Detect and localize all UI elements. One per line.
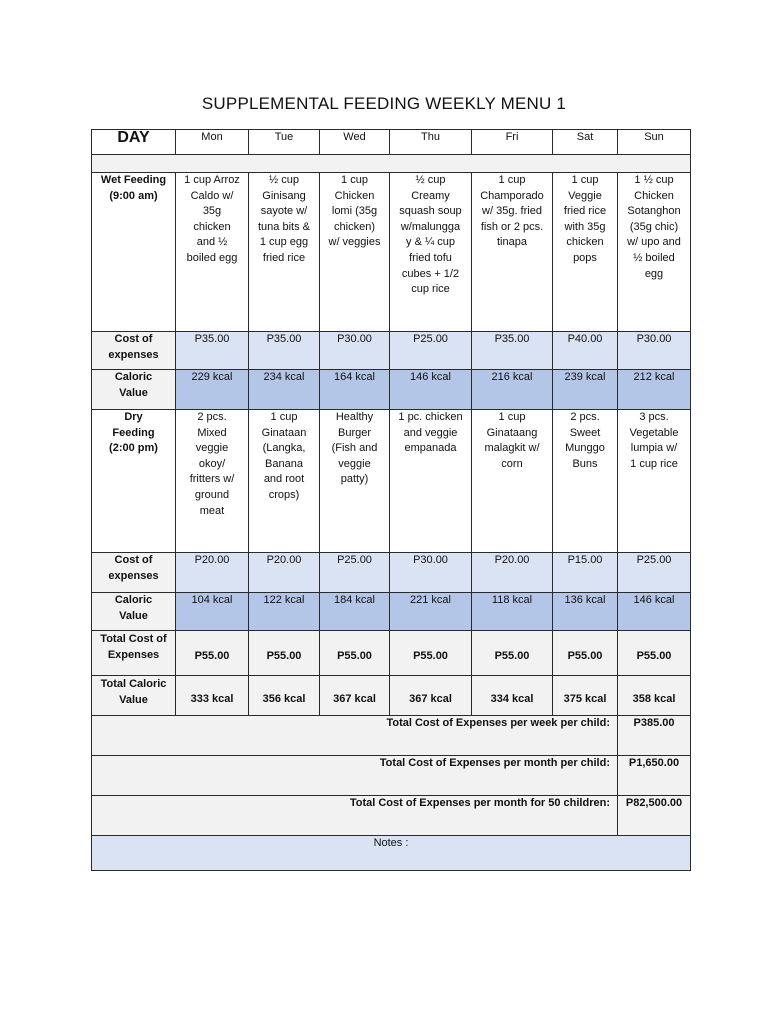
wet-meal-wed (320, 173, 390, 332)
total-calorie-thu: 367 kcal (390, 676, 472, 716)
meal-line: Creamy (411, 189, 450, 202)
wet-meal-mon (176, 173, 249, 332)
meal-line: 1 pc. chicken (398, 411, 463, 423)
wet-cost-tue: P35.00 (249, 332, 320, 370)
total-calorie-row (92, 676, 691, 716)
day-header-mon: Mon (176, 130, 249, 155)
meal-line: (Fish and (331, 442, 378, 455)
meal-line: veggie (338, 457, 371, 470)
wet-cost-sat: P40.00 (553, 332, 618, 370)
meal-line: w/ veggies (328, 236, 381, 249)
meal-line: 35g (202, 205, 222, 218)
total-calorie-tue: 356 kcal (249, 676, 320, 716)
header-row (92, 130, 691, 155)
summary-row-week (92, 716, 691, 756)
summary-value-month-50: P82,500.00 (618, 796, 691, 836)
total-cost-fri: P55.00 (472, 631, 553, 676)
dry-cost-label: Cost of expenses (92, 553, 176, 593)
meal-line: chicken (566, 236, 604, 249)
weekly-menu-table (91, 129, 691, 871)
wet-cost-mon: P35.00 (176, 332, 249, 370)
dry-calorie-sat: 136 kcal (553, 593, 618, 631)
meal-line: meat (199, 504, 225, 517)
summary-row-month-50 (92, 796, 691, 836)
meal-line: 1 cup (571, 174, 599, 186)
dry-cost-sat: P15.00 (553, 553, 618, 593)
notes-row (92, 836, 691, 871)
dry-meal-wed (320, 410, 390, 553)
meal-line: Vegetable (629, 426, 679, 439)
total-cost-wed: P55.00 (320, 631, 390, 676)
dry-cost-fri: P20.00 (472, 553, 553, 593)
meal-line: lomi (35g (331, 205, 378, 218)
dry-meal-mon (176, 410, 249, 553)
wet-calorie-sat: 239 kcal (553, 370, 618, 410)
meal-line: squash soup (399, 205, 462, 218)
meal-line: lumpia w/ (630, 442, 678, 455)
meal-line: cubes + 1/2 (401, 267, 460, 280)
dry-calorie-wed: 184 kcal (320, 593, 390, 631)
meal-line: chicken) (334, 220, 375, 233)
meal-line: w/ upo and (627, 236, 681, 249)
meal-line: w/malungga (400, 220, 461, 233)
meal-line: okoy/ (198, 457, 226, 470)
meal-line: Sotanghon (627, 205, 681, 218)
total-calorie-sun: 358 kcal (618, 676, 691, 716)
wet-calorie-thu: 146 kcal (390, 370, 472, 410)
dry-cost-mon: P20.00 (176, 553, 249, 593)
day-header-sat: Sat (553, 130, 618, 155)
wet-calorie-mon: 229 kcal (176, 370, 249, 410)
total-cost-tue: P55.00 (249, 631, 320, 676)
meal-line: ½ cup (269, 174, 299, 186)
meal-line: fried tofu (409, 251, 452, 264)
meal-line: egg (644, 267, 664, 280)
meal-line: Ginataang (486, 426, 538, 439)
dry-cost-row (92, 553, 691, 593)
meal-line: ground (194, 488, 230, 501)
meal-line: fried rice (563, 205, 607, 218)
dry-feeding-label: Dry Feeding (2:00 pm) (92, 410, 176, 553)
meal-line: and root (263, 473, 305, 486)
summary-value-month: P1,650.00 (618, 756, 691, 796)
meal-line: ½ cup (415, 174, 446, 186)
meal-line: Ginisang (262, 189, 306, 202)
meal-line: 2 pcs. (197, 411, 227, 423)
day-header-wed: Wed (320, 130, 390, 155)
meal-line: sayote w/ (260, 205, 308, 218)
summary-value-week: P385.00 (618, 716, 691, 756)
dry-calorie-sun: 146 kcal (618, 593, 691, 631)
meal-line: 3 pcs. (639, 411, 669, 423)
meal-line: Munggo (565, 442, 605, 455)
meal-line: 1 cup Arroz (184, 174, 240, 186)
wet-cost-thu: P25.00 (390, 332, 472, 370)
meal-line: (35g chic) (629, 220, 679, 233)
wet-feeding-row (92, 173, 691, 332)
wet-cost-fri: P35.00 (472, 332, 553, 370)
dry-calorie-row (92, 593, 691, 631)
dry-feeding-row (92, 410, 691, 553)
meal-line: fritters w/ (189, 473, 235, 486)
dry-meal-sun (618, 410, 691, 553)
dry-calorie-tue: 122 kcal (249, 593, 320, 631)
meal-line: pops (573, 251, 597, 264)
meal-line: 1 cup egg (259, 236, 309, 249)
dry-cost-thu: P30.00 (390, 553, 472, 593)
wet-meal-sat (553, 173, 618, 332)
meal-line: Chicken (334, 189, 375, 202)
day-header-sun: Sun (618, 130, 691, 155)
wet-feeding-label: Wet Feeding (9:00 am) (92, 173, 176, 332)
wet-meal-tue (249, 173, 320, 332)
wet-calorie-row (92, 370, 691, 410)
meal-line: Veggie (568, 189, 602, 202)
dry-meal-thu (390, 410, 472, 553)
dry-cost-tue: P20.00 (249, 553, 320, 593)
wet-calorie-wed: 164 kcal (320, 370, 390, 410)
dry-meal-fri (472, 410, 553, 553)
day-header-tue: Tue (249, 130, 320, 155)
summary-label-week: Total Cost of Expenses per week per child: (92, 716, 618, 756)
meal-line: corn (501, 457, 523, 470)
meal-line: Ginataan (261, 426, 307, 439)
dry-meal-sat (553, 410, 618, 553)
summary-label-month-50: Total Cost of Expenses per month for 50 children: (92, 796, 618, 836)
meal-line: 2 pcs. (570, 411, 600, 423)
total-cost-mon: P55.00 (176, 631, 249, 676)
wet-cost-wed: P30.00 (320, 332, 390, 370)
meal-line: 1 cup (270, 411, 298, 423)
meal-line: 1 cup (498, 411, 526, 423)
wet-calorie-sun: 212 kcal (618, 370, 691, 410)
meal-line: tuna bits & (258, 220, 310, 233)
dry-meal-tue (249, 410, 320, 553)
meal-line: chicken (193, 220, 231, 233)
meal-line: y & ¼ cup (406, 236, 455, 249)
day-header-fri: Fri (472, 130, 553, 155)
meal-line: Chicken (634, 189, 674, 202)
meal-line: Mixed (197, 426, 227, 439)
total-calorie-sat: 375 kcal (553, 676, 618, 716)
dry-calorie-label: Caloric Value (92, 593, 176, 631)
meal-line: fried rice (262, 251, 306, 264)
summary-row-month (92, 756, 691, 796)
wet-cost-label: Cost of expenses (92, 332, 176, 370)
dry-calorie-fri: 118 kcal (472, 593, 553, 631)
total-calorie-fri: 334 kcal (472, 676, 553, 716)
meal-line: and ½ (196, 236, 228, 249)
wet-cost-sun: P30.00 (618, 332, 691, 370)
total-cost-thu: P55.00 (390, 631, 472, 676)
meal-line: 1 cup (341, 174, 368, 186)
meal-line: Healthy (335, 411, 374, 423)
meal-line: boiled egg (186, 251, 238, 264)
meal-line: cup rice (411, 283, 450, 296)
meal-line: w/ 35g. fried (482, 205, 542, 218)
meal-line: crops) (268, 488, 300, 501)
spacer-row (92, 155, 691, 173)
wet-calorie-tue: 234 kcal (249, 370, 320, 410)
dry-calorie-thu: 221 kcal (390, 593, 472, 631)
meal-line: Sweet (569, 426, 601, 439)
notes-label: Notes : (92, 836, 691, 871)
wet-calorie-label: Caloric Value (92, 370, 176, 410)
day-header-thu: Thu (390, 130, 472, 155)
meal-line: 1 ½ cup (634, 174, 674, 186)
summary-label-month: Total Cost of Expenses per month per child: (92, 756, 618, 796)
meal-line: tinapa (497, 236, 527, 249)
total-calorie-mon: 333 kcal (176, 676, 249, 716)
total-cost-sat: P55.00 (553, 631, 618, 676)
meal-line: Caldo w/ (190, 189, 234, 202)
wet-calorie-fri: 216 kcal (472, 370, 553, 410)
total-cost-row (92, 631, 691, 676)
total-cost-sun: P55.00 (618, 631, 691, 676)
meal-line: fish or 2 pcs. (480, 220, 544, 233)
meal-line: and veggie (403, 426, 458, 439)
total-cost-label: Total Cost of Expenses (92, 631, 176, 676)
meal-line: empanada (404, 442, 457, 455)
wet-cost-row (92, 332, 691, 370)
meal-line: Buns (572, 457, 598, 470)
total-calorie-label: Total Caloric Value (92, 676, 176, 716)
total-calorie-wed: 367 kcal (320, 676, 390, 716)
dry-calorie-mon: 104 kcal (176, 593, 249, 631)
dry-cost-sun: P25.00 (618, 553, 691, 593)
meal-line: Champorado (480, 189, 544, 202)
wet-meal-thu (390, 173, 472, 332)
meal-line: with 35g (564, 220, 606, 233)
meal-line: 1 cup (498, 174, 526, 186)
day-header: DAY (92, 130, 176, 155)
dry-cost-wed: P25.00 (320, 553, 390, 593)
meal-line: veggie (195, 442, 229, 455)
wet-meal-fri (472, 173, 553, 332)
wet-meal-sun (618, 173, 691, 332)
meal-line: malagkit w/ (484, 442, 540, 455)
meal-line: Banana (265, 457, 303, 470)
meal-line: 1 cup rice (630, 457, 678, 470)
page-title: SUPPLEMENTAL FEEDING WEEKLY MENU 1 (201, 94, 567, 113)
meal-line: Burger (337, 426, 372, 439)
meal-line: patty) (340, 473, 369, 486)
meal-line: ½ boiled (633, 251, 675, 264)
meal-line: (Langka, (262, 442, 306, 455)
